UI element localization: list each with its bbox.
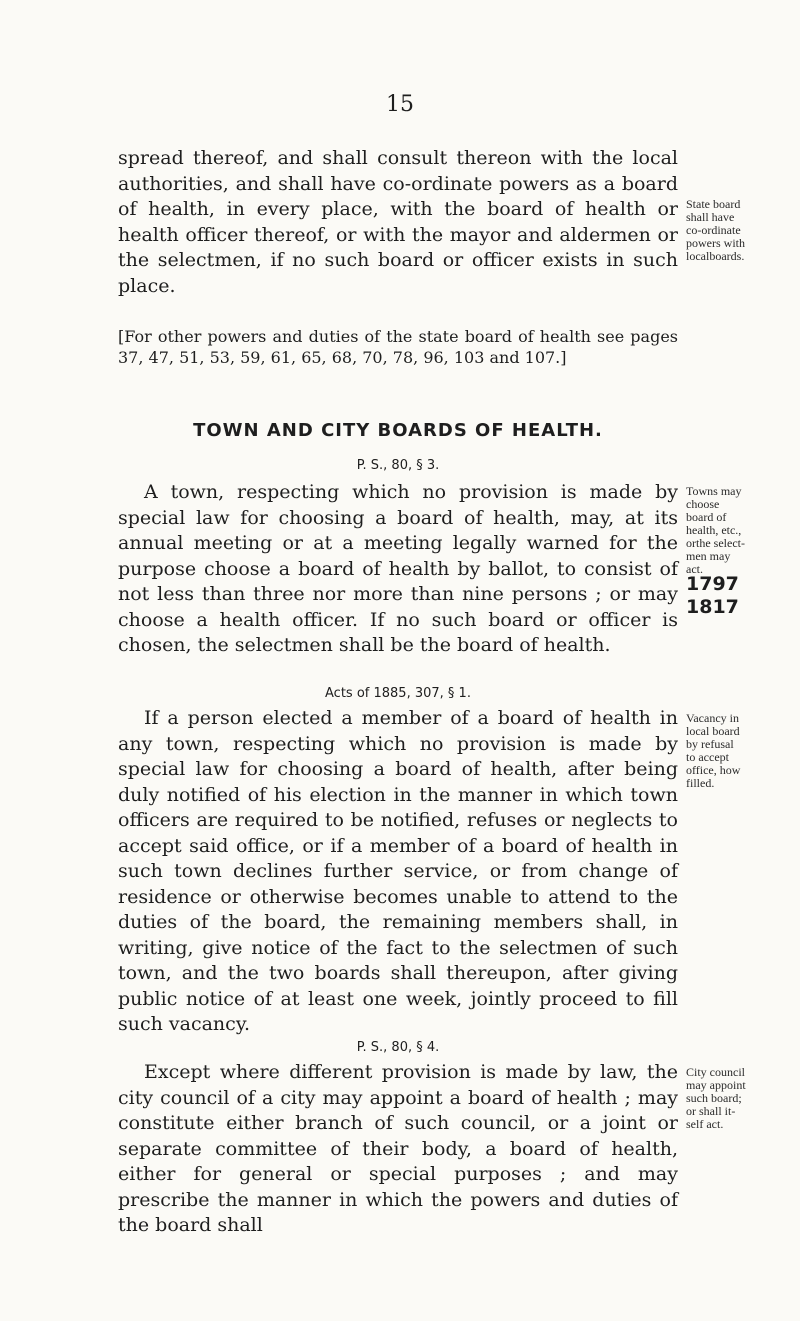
- bracket-note: [118, 326, 678, 368]
- bracket-note-text: [For other powers and duties of the state board of health see pages 37, 47, 51, 53, 59, 61, 65, 68, 70, 78, 96, 103 and 107.]: [118, 327, 678, 367]
- year-1817: 1817: [686, 596, 739, 618]
- paragraph-text: Except where different provision is made by law, the city council of a city may appoint a board of health ; may constitute either branch of such council, or a joint or separate committee of their body, a board of health, either for general or special purposes ; and may prescribe the manner in which the powers and duties of the board shall: [118, 1061, 678, 1236]
- margin-line: choose: [686, 497, 720, 511]
- margin-note-city-council: [686, 1066, 786, 1131]
- year-1797: 1797: [686, 573, 739, 595]
- paragraph-city-council: [118, 1060, 678, 1239]
- margin-line: to accept: [686, 750, 729, 764]
- margin-note-vacancy: [686, 712, 786, 790]
- margin-line: men may: [686, 549, 731, 563]
- paragraph-state-board-powers: [118, 146, 678, 299]
- section-heading: TOWN AND CITY BOARDS OF HEALTH.: [193, 420, 603, 441]
- citation-ps-80-4: P. S., 80, § 4.: [356, 1040, 440, 1055]
- margin-note-state-board: [686, 198, 786, 263]
- margin-line: powers with: [686, 236, 745, 250]
- page-number: 15: [386, 92, 414, 117]
- margin-line: such board;: [686, 1091, 742, 1105]
- margin-line: by refusal: [686, 737, 734, 751]
- paragraph-text: spread thereof, and shall consult thereon with the local authorities, and shall have co-ordinate powers as a board of health, in every place, with the board of health or health officer thereof, or with the mayor and aldermen or the selectmen, if no such board or officer exists in such place.: [118, 147, 678, 297]
- margin-line: board of: [686, 510, 727, 524]
- margin-line: may appoint: [686, 1078, 746, 1092]
- paragraph-vacancy: [118, 706, 678, 1038]
- margin-line: State board: [686, 197, 741, 211]
- citation-acts-1885: Acts of 1885, 307, § 1.: [325, 686, 471, 701]
- margin-line: local board: [686, 724, 740, 738]
- margin-line: act.: [686, 562, 703, 576]
- margin-line: self act.: [686, 1117, 724, 1131]
- margin-line: co-ordinate: [686, 223, 741, 237]
- margin-line: Towns may: [686, 484, 742, 498]
- margin-line: City council: [686, 1065, 745, 1079]
- margin-line: filled.: [686, 776, 715, 790]
- margin-line: health, etc.,: [686, 523, 742, 537]
- paragraph-town-boards: [118, 480, 678, 659]
- margin-line: or shall it-: [686, 1104, 736, 1118]
- margin-line: orthe select-: [686, 536, 745, 550]
- margin-line: localboards.: [686, 249, 745, 263]
- margin-note-towns-may-choose: [686, 485, 786, 576]
- paragraph-text: If a person elected a member of a board of health in any town, respecting which no provision is made by special law for choosing a board of health, after being duly notified of his election in the manner in which town officers are required to be notified, refuses or neglects to accept said office, or if a member of a board of health in such town declines further service, or from change of residence or otherwise becomes unable to attend to the duties of the board, the remaining members shall, in writing, give notice of the fact to the selectmen of such town, and the two boards shall thereupon, after giving public notice of at least one week, jointly proceed to fill such vacancy.: [118, 707, 678, 1035]
- margin-line: office, how: [686, 763, 741, 777]
- citation-ps-80-3: P. S., 80, § 3.: [356, 458, 440, 473]
- margin-line: shall have: [686, 210, 735, 224]
- paragraph-text: A town, respecting which no provision is made by special law for choosing a board of health, may, at its annual meeting or at a meeting legally warned for the purpose choose a board of health by ballot, to consist of not less than three nor more than nine persons ; or may choose a health officer. If no such board or officer is chosen, the selectmen shall be the board of health.: [118, 481, 678, 656]
- margin-line: Vacancy in: [686, 711, 739, 725]
